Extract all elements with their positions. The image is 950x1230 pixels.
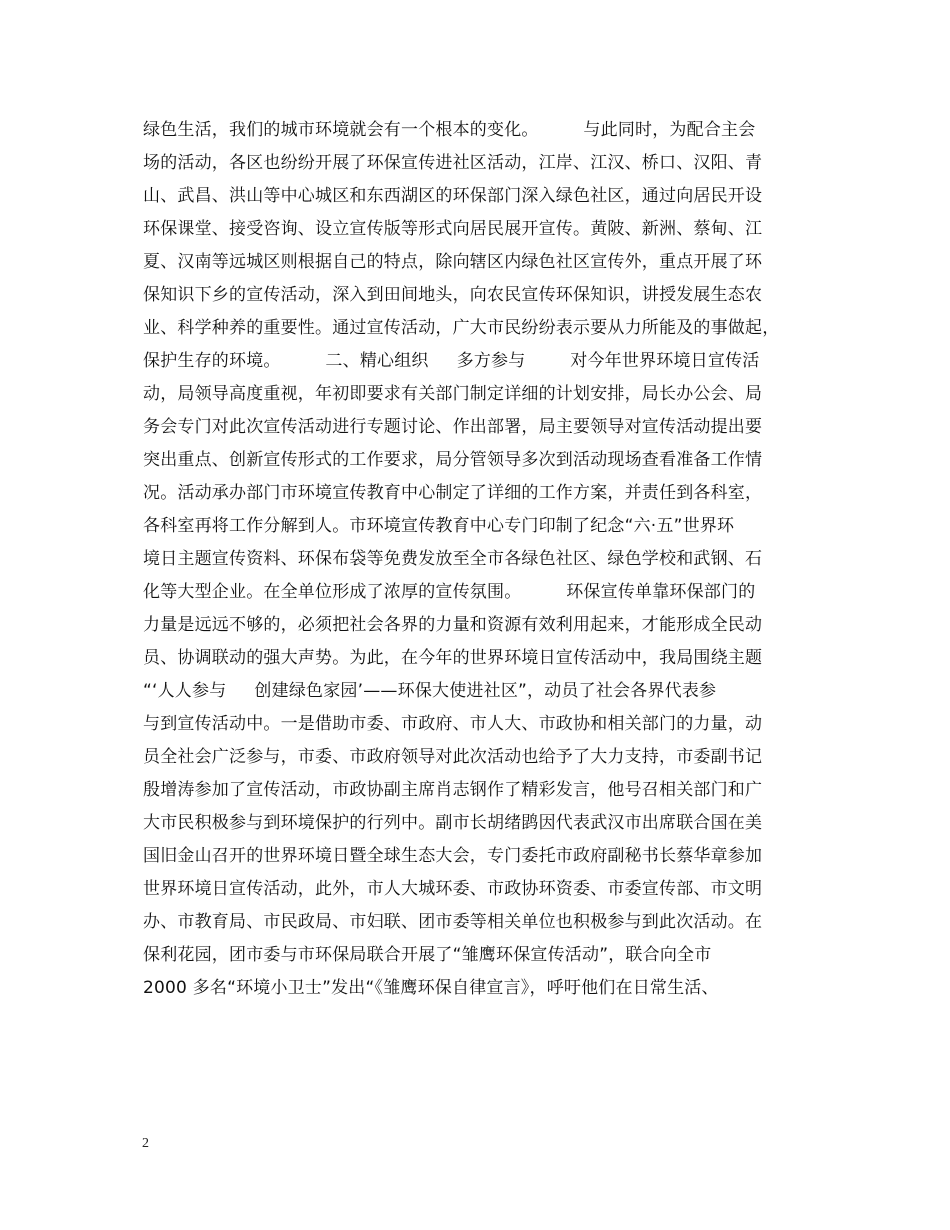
text-line: 员全社会广泛参与，市委、市政府领导对此次活动也给予了大力支持，市委副书记 (143, 747, 763, 767)
text-line: 境日主题宣传资料、环保布袋等免费发放至全市各绿色社区、绿色学校和武钢、石 (143, 549, 763, 569)
text-line: 山、武昌、洪山等中心城区和东西湖区的环保部门深入绿色社区，通过向居民开设 (143, 186, 763, 206)
text-line: 突出重点、创新宣传形式的工作要求，局分管领导多次到活动现场查看准备工作情 (143, 450, 763, 470)
text-line: 夏、汉南等远城区则根据自己的特点，除向辖区内绿色社区宣传外，重点开展了环 (143, 252, 763, 272)
text-line: 世界环境日宣传活动，此外，市人大城环委、市政协环资委、市委宣传部、市文明 (143, 879, 763, 899)
text-line: 国旧金山召开的世界环境日暨全球生态大会，专门委托市政府副秘书长蔡华章参加 (143, 846, 763, 866)
text-line: 大市民积极参与到环境保护的行列中。副市长胡绪鹍因代表武汉市出席联合国在美 (143, 813, 763, 833)
text-line: 化等大型企业。在全单位形成了浓厚的宣传氛围。 环保宣传单靠环保部门的 (143, 582, 756, 602)
text-line: 动，局领导高度重视，年初即要求有关部门制定详细的计划安排，局长办公会、局 (143, 384, 763, 404)
text-line: 保护生存的环境。 二、精心组织 多方参与 对今年世界环境日宣传活 (143, 351, 760, 371)
body-text (143, 114, 833, 1005)
text-line: 各科室再将工作分解到人。市环境宣传教育中心专门印制了纪念“六·五”世界环 (143, 516, 735, 536)
text-line: 力量是远远不够的，必须把社会各界的力量和资源有效利用起来，才能形成全民动 (143, 615, 763, 635)
page-number: 2 (142, 1136, 149, 1151)
text-line: “‘人人参与 创建绿色家园’——环保大使进社区”，动员了社会各界代表参 (143, 681, 717, 701)
text-line: 绿色生活，我们的城市环境就会有一个根本的变化。 与此同时，为配合主会 (143, 120, 756, 140)
text-line: 保知识下乡的宣传活动，深入到田间地头，向农民宣传环保知识，讲授发展生态农 (143, 285, 763, 305)
text-line: 与到宣传活动中。一是借助市委、市政府、市人大、市政协和相关部门的力量，动 (143, 714, 763, 734)
text-line: 场的活动，各区也纷纷开展了环保宣传进社区活动，江岸、江汉、桥口、汉阳、青 (143, 153, 763, 173)
text-line: 环保课堂、接受咨询、设立宣传版等形式向居民展开宣传。黄陂、新洲、蔡甸、江 (143, 219, 763, 239)
text-line: 2000 多名“环境小卫士”发出“《雏鹰环保自律宣言》，呼吁他们在日常生活、 (143, 978, 719, 998)
text-line: 办、市教育局、市民政局、市妇联、团市委等相关单位也积极参与到此次活动。在 (143, 912, 763, 932)
text-line: 保利花园，团市委与市环保局联合开展了“雏鹰环保宣传活动”，联合向全市 (143, 945, 712, 965)
text-line: 殷增涛参加了宣传活动，市政协副主席肖志钢作了精彩发言，他号召相关部门和广 (143, 780, 763, 800)
text-line: 况。活动承办部门市环境宣传教育中心制定了详细的工作方案，并责任到各科室， (143, 483, 763, 503)
text-line: 员、协调联动的强大声势。为此，在今年的世界环境日宣传活动中，我局围绕主题 (143, 648, 763, 668)
text-line: 业、科学种养的重要性。通过宣传活动，广大市民纷纷表示要从力所能及的事做起， (143, 318, 780, 338)
text-line: 务会专门对此次宣传活动进行专题讨论、作出部署，局主要领导对宣传活动提出要 (143, 417, 763, 437)
